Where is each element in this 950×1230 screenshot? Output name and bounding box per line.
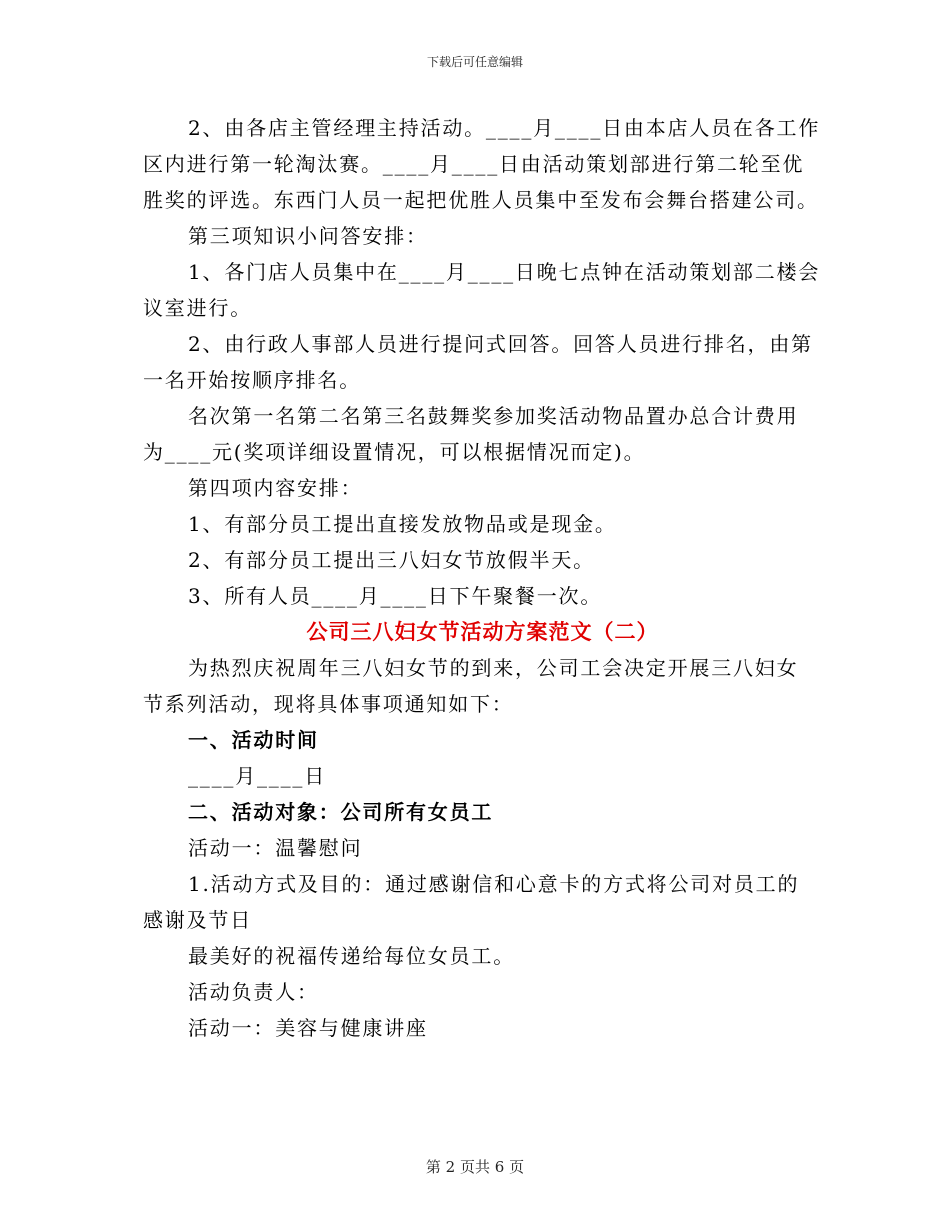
paragraph-line: 2、由行政人事部人员进行提问式回答。回答人员进行排名，由第 xyxy=(188,332,813,356)
paragraph-line: 名次第一名第二名第三名鼓舞奖参加奖活动物品置办总合计费用 xyxy=(188,404,799,428)
paragraph-line: 感谢及节日 xyxy=(143,908,252,932)
paragraph-line: 区内进行第一轮淘汰赛。____月____日由活动策划部进行第二轮至优 xyxy=(143,152,805,176)
paragraph-line: 1、有部分员工提出直接发放物品或是现金。 xyxy=(188,512,617,536)
paragraph-line: 2、由各店主管经理主持活动。____月____日由本店人员在各工作 xyxy=(188,116,821,140)
paragraph-line: 为热烈庆祝周年三八妇女节的到来，公司工会决定开展三八妇女 xyxy=(188,656,799,680)
paragraph-line: 1.活动方式及目的：通过感谢信和心意卡的方式将公司对员工的 xyxy=(188,872,800,896)
paragraph-line: 议室进行。 xyxy=(143,296,252,320)
paragraph-line: 3、所有人员____月____日下午聚餐一次。 xyxy=(188,584,603,608)
paragraph-line: 1、各门店人员集中在____月____日晚七点钟在活动策划部二楼会 xyxy=(188,260,821,284)
section-title: 公司三八妇女节活动方案范文（二） xyxy=(306,619,659,644)
page-header: 下载后可任意编辑 xyxy=(426,55,523,69)
paragraph-line: 节系列活动，现将具体事项通知如下： xyxy=(143,692,514,716)
paragraph-line: 活动一：美容与健康讲座 xyxy=(188,1016,428,1040)
paragraph-line: ____月____日 xyxy=(188,764,326,788)
paragraph-line: 一名开始按顺序排名。 xyxy=(143,368,361,392)
section-heading: 一、活动时间 xyxy=(188,728,319,752)
page-footer: 第 2 页共 6 页 xyxy=(425,1158,525,1176)
section-heading: 二、活动对象：公司所有女员工 xyxy=(188,800,494,824)
paragraph-line: 第三项知识小问答安排： xyxy=(188,224,428,248)
paragraph-line: 最美好的祝福传递给每位女员工。 xyxy=(188,944,515,968)
document-body xyxy=(143,110,821,1046)
paragraph-line: 胜奖的评选。东西门人员一起把优胜人员集中至发布会舞台搭建公司。 xyxy=(143,188,819,212)
paragraph-line: 2、有部分员工提出三八妇女节放假半天。 xyxy=(188,548,595,572)
paragraph-line: 为____元(奖项详细设置情况，可以根据情况而定)。 xyxy=(143,440,646,464)
paragraph-line: 活动负责人： xyxy=(188,980,319,1004)
paragraph-line: 第四项内容安排： xyxy=(188,476,363,500)
paragraph-line: 活动一：温馨慰问 xyxy=(188,836,363,860)
